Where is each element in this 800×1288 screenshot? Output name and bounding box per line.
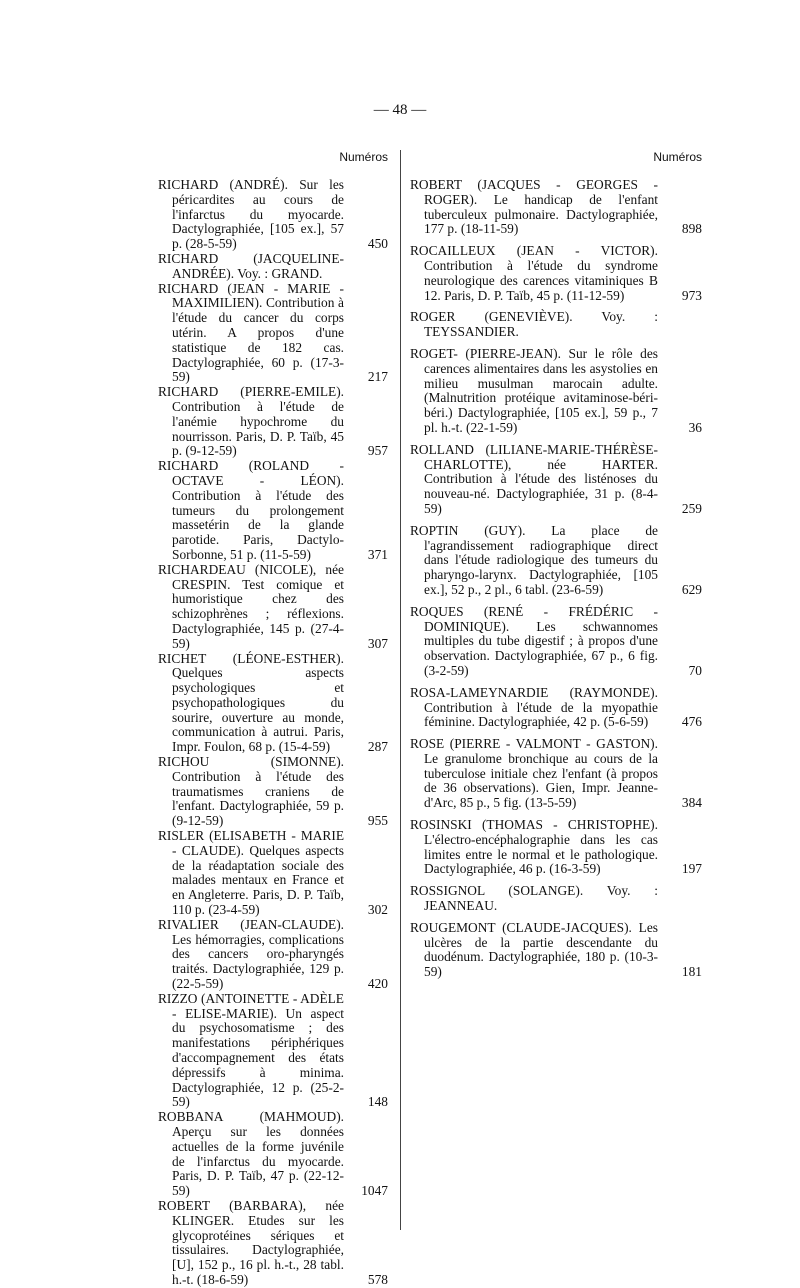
entry-number: 181 <box>681 964 702 980</box>
entry-text: RICHOU (SIMONNE). Contribution à l'étude des traumatismes craniens de l'enfant. Dactylographiée, 59 p. (9-12-59) <box>158 754 344 829</box>
bibliography-entry <box>158 459 388 563</box>
entry-text: RICHARD (PIERRE-EMILE). Contribution à l'étude de l'anémie hypochrome du nourrisson. Paris, D. P. Taïb, 45 p. (9-12-59) <box>158 384 344 459</box>
bibliography-entry <box>410 884 702 914</box>
entry-number: 36 <box>688 419 702 435</box>
entry-number: 302 <box>367 902 388 918</box>
entry-text: ROBBANA (MAHMOUD). Aperçu sur les données actuelles de la forme juvénile de l'infarctus du myocarde. Paris, D. P. Taïb, 47 p. (22-12-59) <box>158 1109 344 1199</box>
left-entry-list <box>158 178 388 1288</box>
bibliography-entry <box>158 385 388 459</box>
bibliography-entry <box>158 829 388 918</box>
column-header-right: Numéros <box>653 150 702 164</box>
page-number: — 48 — <box>373 102 427 118</box>
bibliography-entry <box>410 443 702 517</box>
bibliography-entry <box>158 1199 388 1288</box>
entry-number: 1047 <box>361 1183 388 1199</box>
column-header-left: Numéros <box>339 150 388 164</box>
bibliography-entry <box>410 244 702 303</box>
bibliography-entry <box>158 652 388 756</box>
entry-number: 898 <box>681 221 702 237</box>
bibliography-entry <box>158 992 388 1110</box>
entry-number: 578 <box>367 1271 388 1287</box>
bibliography-entry <box>410 310 702 340</box>
entry-text: RIZZO (ANTOINETTE - ADÈLE - ELISE-MARIE). Un aspect du psychosomatisme ; des manifestations périphériques d'accompagnement des états dépressifs à minima. Dactylographiée, 12 p. (25-2-59) <box>158 990 344 1110</box>
bibliography-entry <box>410 818 702 877</box>
entry-text: RICHARD (JACQUELINE-ANDRÉE). Voy. : GRAND. <box>158 250 344 281</box>
bibliography-entry <box>158 178 388 252</box>
bibliography-entry <box>158 1110 388 1199</box>
entry-number: 70 <box>688 662 702 678</box>
entry-text: ROCAILLEUX (JEAN - VICTOR). Contribution à l'étude du syndrome neurologique des carences vitaminiques B 12. Paris, D. P. Taïb, 45 p. (11-12-59) <box>410 243 658 303</box>
entry-text: ROSA-LAMEYNARDIE (RAYMONDE). Contribution à l'étude de la myopathie féminine. Dactylographiée, 42 p. (5-6-59) <box>410 684 658 730</box>
entry-number: 973 <box>681 287 702 303</box>
entry-text: ROGER (GENEVIÈVE). Voy. : TEYSSANDIER. <box>410 309 658 340</box>
column-divider <box>400 150 401 1230</box>
entry-text: RICHARD (JEAN - MARIE - MAXIMILIEN). Contribution à l'étude du cancer du corps utérin. A propos d'une statistique de 182 cas. Dactylographiée, 60 p. (17-3-59) <box>158 280 344 385</box>
entry-number: 957 <box>367 443 388 459</box>
right-column <box>410 150 702 987</box>
bibliography-entry <box>158 252 388 282</box>
entry-text: RISLER (ELISABETH - MARIE - CLAUDE). Quelques aspects de la réadaptation sociale des malades mentaux en France et en Angleterre. Paris, D. P. Taïb, 110 p. (23-4-59) <box>158 828 344 918</box>
bibliography-entry <box>158 918 388 992</box>
bibliography-entry <box>410 605 702 679</box>
left-column <box>158 150 388 1288</box>
entry-text: RICHARD (ROLAND - OCTAVE - LÉON). Contribution à l'étude des tumeurs du prolongement massetérin de la glande parotide. Paris, Dactylo-Sorbonne, 51 p. (11-5-59) <box>158 458 344 562</box>
entry-number: 450 <box>367 236 388 252</box>
bibliography-entry <box>410 178 702 237</box>
entry-number: 629 <box>681 581 702 597</box>
entry-number: 384 <box>681 795 702 811</box>
entry-text: RICHARD (ANDRÉ). Sur les péricardites au cours de l'infarctus du myocarde. Dactylographiée, [105 ex.], 57 p. (28-5-59) <box>158 177 344 252</box>
bibliography-entry <box>158 755 388 829</box>
entry-number: 259 <box>681 500 702 516</box>
entry-text: ROBERT (JACQUES - GEORGES - ROGER). Le handicap de l'enfant tuberculeux pulmonaire. Dactylographiée, 177 p. (18-11-59) <box>410 177 658 237</box>
entry-number: 476 <box>681 714 702 730</box>
bibliography-entry <box>410 921 702 980</box>
entry-text: ROGET- (PIERRE-JEAN). Sur le rôle des carences alimentaires dans les asystolies en milieu musulman marocain adulte. (Malnutrition protéique avitaminose-béri-béri.) Dactylographiée, [105 ex.], 59 p., 7 pl. h.-t. (22-1-59) <box>410 345 658 435</box>
entry-text: ROUGEMONT (CLAUDE-JACQUES). Les ulcères de la partie descendante du duodénum. Dactylographiée, 180 p. (10-3-59) <box>410 919 658 980</box>
bibliography-entry <box>158 282 388 386</box>
entry-text: ROPTIN (GUY). La place de l'agrandissement radiographique direct dans l'étude radiologique des tumeurs du pharyngo-larynx. Dactylographiée, [105 ex.], 52 p., 2 pl., 6 tabl. (23-6-59) <box>410 522 658 597</box>
entry-text: ROLLAND (LILIANE-MARIE-THÉRÈSE-CHARLOTTE), née HARTER. Contribution à l'étude des listénoses du nouveau-né. Dactylographiée, 31 p. (8-4-59) <box>410 441 658 516</box>
entry-number: 307 <box>367 635 388 651</box>
entry-number: 371 <box>367 546 388 562</box>
entry-text: ROQUES (RENÉ - FRÉDÉRIC - DOMINIQUE). Les schwannomes multiples du tube digestif ; à propos d'une observation. Dactylographiée, 67 p., 6 fig. (3-2-59) <box>410 603 658 678</box>
bibliography-entry <box>410 347 702 436</box>
entry-text: ROSE (PIERRE - VALMONT - GASTON). Le granulome bronchique au cours de la tuberculose initiale chez l'enfant (à propos de 36 observations). Gien, Impr. Jeanne-d'Arc, 85 p., 5 fig. (13-5-59) <box>410 736 658 811</box>
entry-text: RIVALIER (JEAN-CLAUDE). Les hémorragies, complications des cancers oro-pharyngés traités. Dactylographiée, 129 p. (22-5-59) <box>158 916 344 992</box>
bibliography-entry <box>410 524 702 598</box>
entry-text: ROSSIGNOL (SOLANGE). Voy. : JEANNEAU. <box>410 883 658 914</box>
entry-number: 148 <box>367 1094 388 1110</box>
entry-number: 217 <box>367 369 388 385</box>
entry-number: 287 <box>367 739 388 755</box>
entry-text: ROSINSKI (THOMAS - CHRISTOPHE). L'électro-encéphalographie dans les cas limites entre le normal et le pathologique. Dactylographiée, 46 p. (16-3-59) <box>410 817 658 877</box>
right-entry-list <box>410 178 702 980</box>
entry-number: 955 <box>367 813 388 829</box>
bibliography-entry <box>158 563 388 652</box>
entry-text: RICHARDEAU (NICOLE), née CRESPIN. Test comique et humoristique chez des schizophrènes ; réflexions. Dactylographiée, 145 p. (27-4-59) <box>158 561 344 651</box>
entry-number: 420 <box>367 976 388 992</box>
entry-text: ROBERT (BARBARA), née KLINGER. Etudes sur les glycoprotéines sériques et tissulaires. Dactylographiée, [U], 152 p., 16 pl. h.-t., 28 tabl. h.-t. (18-6-59) <box>158 1197 344 1287</box>
bibliography-entry <box>410 686 702 730</box>
entry-text: RICHET (LÉONE-ESTHER). Quelques aspects psychologiques et psychopathologiques du sourire, ouverture au monde, communication à autrui. Paris, Impr. Foulon, 68 p. (15-4-59) <box>158 650 344 755</box>
bibliography-entry <box>410 737 702 811</box>
entry-number: 197 <box>681 861 702 877</box>
